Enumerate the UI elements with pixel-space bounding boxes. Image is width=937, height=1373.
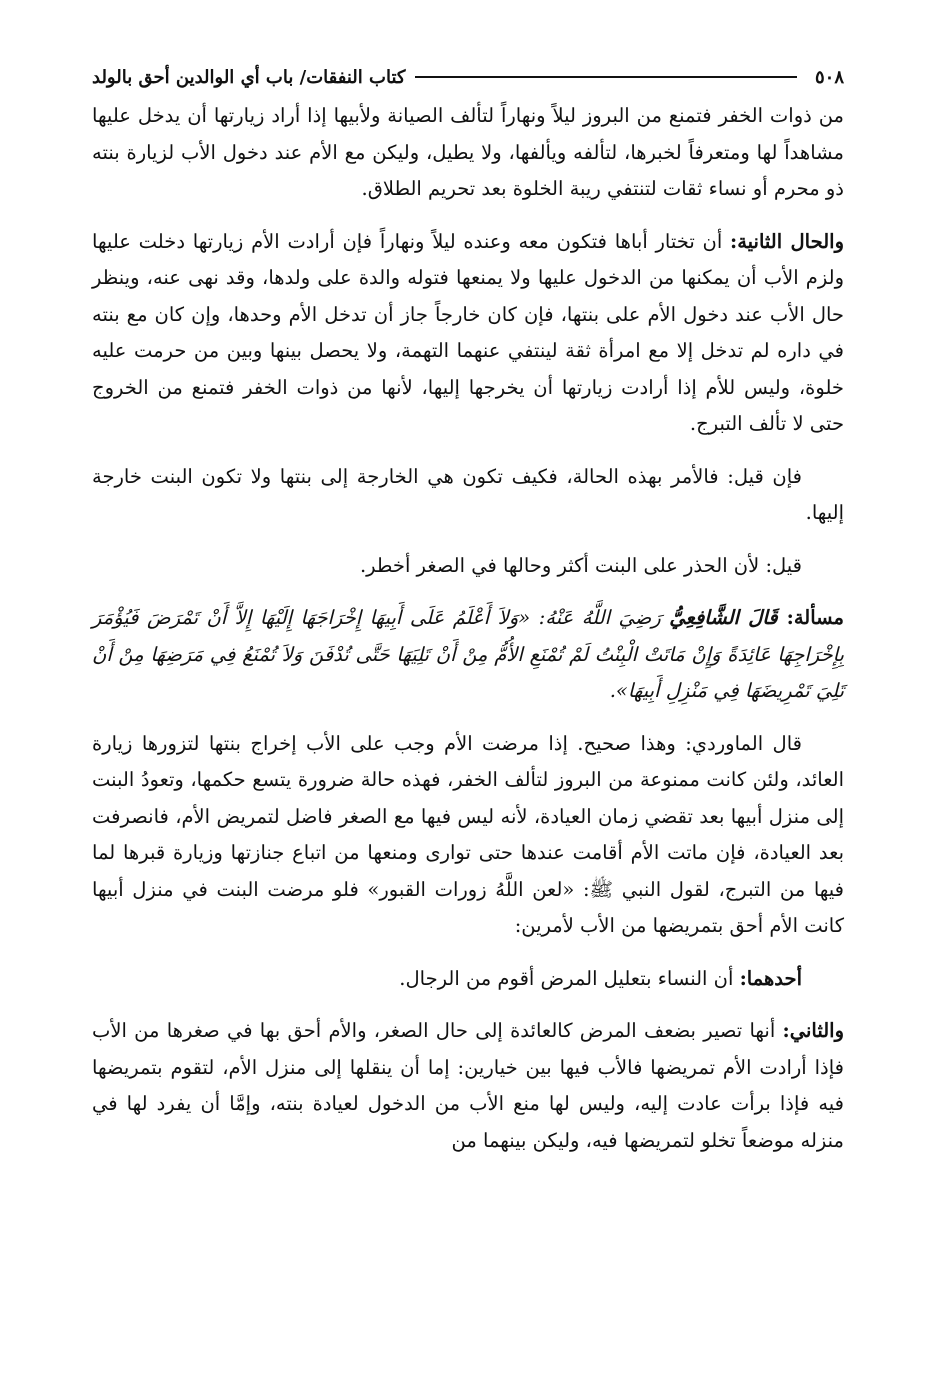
paragraph-text: أنها تصير بضعف المرض كالعائدة إلى حال الصغر، والأم أحق بها في صغرها من الأب فإذا أرادت الأم تمريضها فالأب فيها بين خيارين: إما أن ينقلها إلى منزل الأم، لتقوم بتمريضها فيه فإذا برأت عادت إليه، وليس لها منع الأب من الدخول لعيادة بنته، وإمَّا أن يفرد لها في منزله موضعاً تخلو لتمريضها فيه، وليكن بينهما من	[92, 1019, 844, 1152]
paragraph	[92, 726, 844, 945]
paragraph-text: أن تختار أباها فتكون معه وعنده ليلاً ونهاراً فإن أرادت الأم زيارتها دخلت عليها ولزم الأب أن يمكنها من الدخول عليها ولا يمنعها فتوله والدة على ولدها، وقد نهى عنه، وينظر حال الأب عند دخول الأم على بنتها، فإن كان خارجاً جاز أن تدخل الأم وحدها، وإن كان مع بنته في داره لم تدخل إلا مع امرأة ثقة لينتفي عنهما التهمة، ولا يحصل بينها وبين من حرمت عليه خلوة، وليس للأم إذا أرادت زيارتها أن يخرجها إليها، لأنها من ذوات الخفر فتمنع من الخروج حتى لا تألف التبرج.	[92, 229, 844, 435]
imam-name: قَالَ الشَّافِعِيُّ	[669, 606, 787, 629]
paragraph-lead: والثاني:	[782, 1019, 844, 1042]
paragraph	[92, 1013, 844, 1159]
paragraph-text: قال الماوردي: وهذا صحيح. إذا مرضت الأم وجب على الأب إخراج بنتها لتزورها زيارة العائد، ولئن كانت ممنوعة من البروز لتألف الخفر، فهذه حالة ضرورة يتسع حكمها، وتعودُ البنت إلى منزل أبيها بعد تقضي زمان العيادة، لأنه ليس فيها مع الصغر فاضل لتمريض الأم، فانصرفت بعد العيادة، فإن ماتت الأم أقامت عندها حتى توارى ومنعها من اتباع جنازتها وزيارة قبرها لما فيها من التبرج، لقول النبي ﷺ: «لعن اللَّهُ زورات القبور» فلو مرضت البنت في منزل أبيها كانت الأم أحق بتمريضها من الأب لأمرين:	[92, 731, 844, 937]
paragraph-lead: مسألة:	[786, 606, 845, 629]
running-title: كتاب النفقات/ باب أي الوالدين أحق بالولد	[92, 66, 406, 88]
page-header	[92, 58, 844, 96]
header-rule	[415, 76, 797, 78]
masala-paragraph	[92, 600, 844, 710]
paragraph	[92, 548, 844, 585]
page-number: ٥٠٨	[814, 66, 844, 88]
paragraph-text: أن النساء بتعليل المرض أقوم من الرجال.	[399, 966, 740, 990]
paragraph-lead: أحدهما:	[739, 966, 802, 990]
paragraph	[92, 224, 844, 443]
paragraph	[92, 98, 844, 208]
quoted-text: رَضِيَ اللَّهُ عَنْهُ: «وَلاَ أَعْلَمُ عَلَى أَبِيهَا إِخْرَاجَهَا إِلَيْهَا إِلاَّ أَنْ تَمْرَضَ فَيُؤْمَرَ بِإِخْرَاجِهَا عَائِدَةً وَإِنْ مَاتَتْ الْبِنْتُ لَمْ تُمْنَعِ الأُمُّ مِنْ أَنْ تَلِيَهَا حَتَّى تُدْفَنَ وَلاَ تُمْنَعُ فِي مَرَضِهَا مِنْ أَنْ تَلِيَ تَمْرِيضَهَا فِي مَنْزِلِ أَبِيهَا».	[92, 606, 844, 702]
paragraph-lead: والحال الثانية:	[730, 229, 844, 253]
paragraph-text: فإن قيل: فالأمر بهذه الحالة، فكيف تكون هي الخارجة إلى بنتها ولا تكون البنت خارجة إليها.	[92, 464, 844, 524]
paragraph-text: قيل: لأن الحذر على البنت أكثر وحالها في الصغر أخطر.	[359, 553, 802, 577]
paragraph-text: من ذوات الخفر فتمنع من البروز ليلاً ونهاراً لتألف الصيانة ولأبيها إذا أراد زيارتها أن يدخل عليها مشاهداً لها ومتعرفاً لخبرها، لتألفه ويألفها، ولا يطيل، وليكن مع الأم عند دخول الأب لزيارة بنته ذو محرم أو نساء ثقات لتنتفي ريبة الخلوة بعد تحريم الطلاق.	[92, 104, 844, 200]
paragraph	[92, 961, 844, 998]
page-body	[92, 98, 844, 1159]
paragraph	[92, 459, 844, 532]
